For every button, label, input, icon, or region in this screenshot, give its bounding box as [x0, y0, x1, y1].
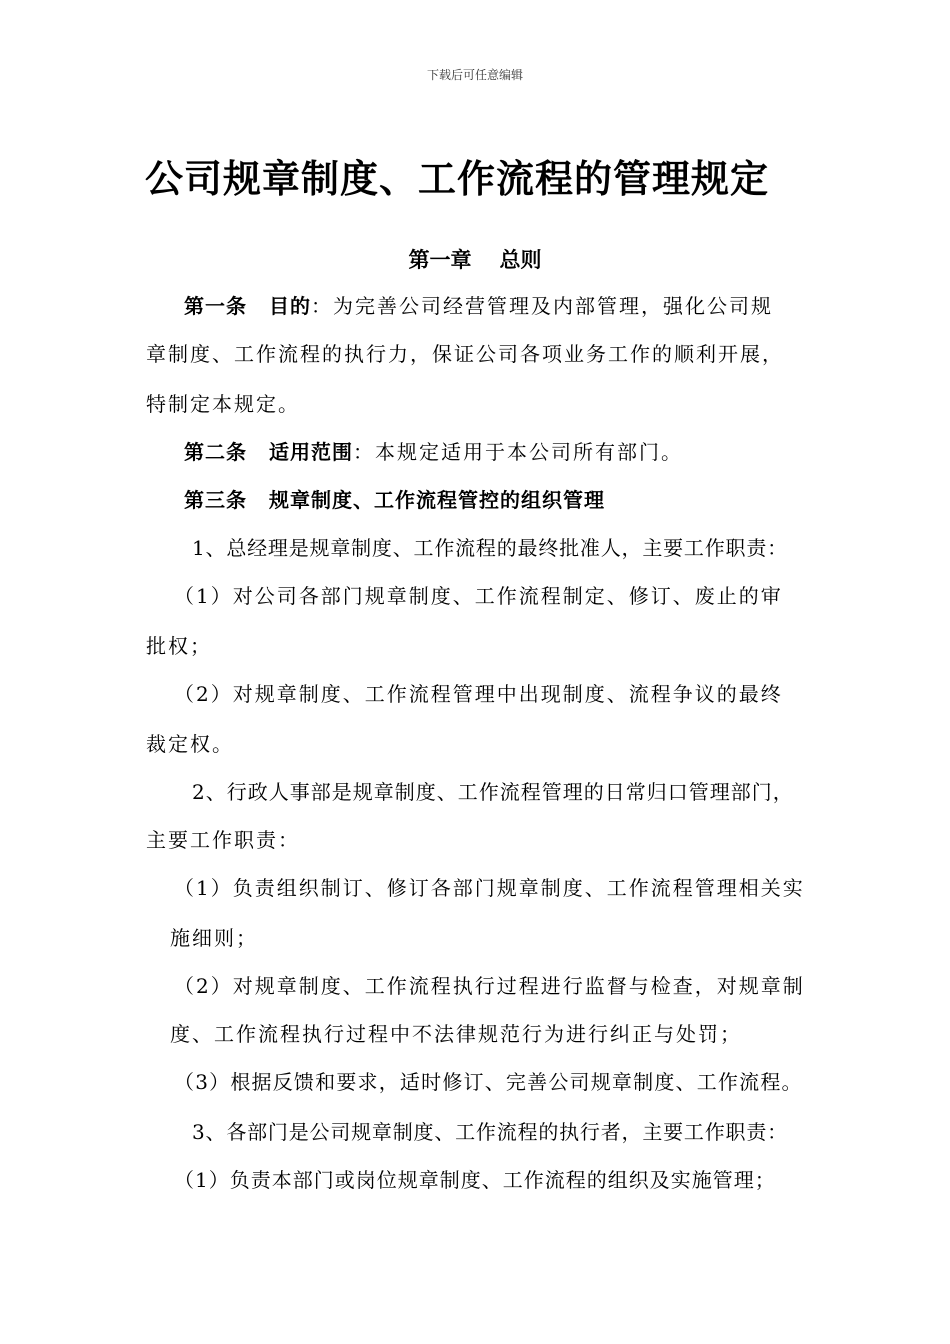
page-header: 下载后可任意编辑	[426, 68, 523, 82]
article-3-heading: 规章制度、工作流程管控的组织管理	[269, 488, 605, 512]
article-1-line-2: 章制度、工作流程的执行力，保证公司各项业务工作的顺利开展，	[146, 342, 784, 366]
article-2-line	[184, 438, 683, 466]
article-2-label: 第二条	[184, 440, 247, 464]
article-2-heading: 适用范围	[269, 440, 353, 464]
item-3: 3、各部门是公司规章制度、工作流程的执行者，主要工作职责：	[192, 1120, 788, 1144]
item-1-1-line-1: （1）对公司各部门规章制度、工作流程制定、修订、废止的审	[174, 584, 783, 608]
article-1-line-1	[184, 292, 773, 320]
article-1-label: 第一条	[184, 294, 247, 318]
article-2-text: ：本规定适用于本公司所有部门。	[353, 440, 683, 464]
article-1-text-1: ：为完善公司经营管理及内部管理，强化公司规	[311, 294, 773, 318]
chapter-number: 第一章	[408, 247, 472, 272]
item-2-2-line-1: （2）对规章制度、工作流程执行过程进行监督与检查，对规章制	[174, 974, 805, 998]
article-1-heading: 目的	[269, 294, 311, 318]
item-2-3: （3）根据反馈和要求，适时修订、完善公司规章制度、工作流程。	[174, 1070, 803, 1094]
chapter-name: 总则	[499, 247, 542, 272]
item-3-1: （1）负责本部门或岗位规章制度、工作流程的组织及实施管理；	[174, 1168, 776, 1192]
item-1: 1、总经理是规章制度、工作流程的最终批准人，主要工作职责：	[192, 536, 788, 560]
item-2-1-line-1: （1）负责组织制订、修订各部门规章制度、工作流程管理相关实	[174, 876, 805, 900]
item-2-line-1: 2、行政人事部是规章制度、工作流程管理的日常归口管理部门，	[192, 780, 794, 804]
item-2-1-line-2: 施细则；	[170, 926, 258, 950]
article-3-label: 第三条	[184, 488, 247, 512]
item-2-line-2: 主要工作职责：	[146, 828, 300, 852]
item-2-2-line-2: 度、工作流程执行过程中不法律规范行为进行纠正与处罚；	[170, 1022, 742, 1046]
chapter-heading	[0, 244, 950, 274]
document-title: 公司规章制度、工作流程的管理规定	[145, 156, 770, 201]
article-3-line	[184, 486, 605, 514]
item-1-1-line-2: 批权；	[146, 634, 212, 658]
item-1-2-line-1: （2）对规章制度、工作流程管理中出现制度、流程争议的最终	[174, 682, 783, 706]
item-1-2-line-2: 裁定权。	[146, 732, 234, 756]
article-1-line-3: 特制定本规定。	[146, 392, 300, 416]
